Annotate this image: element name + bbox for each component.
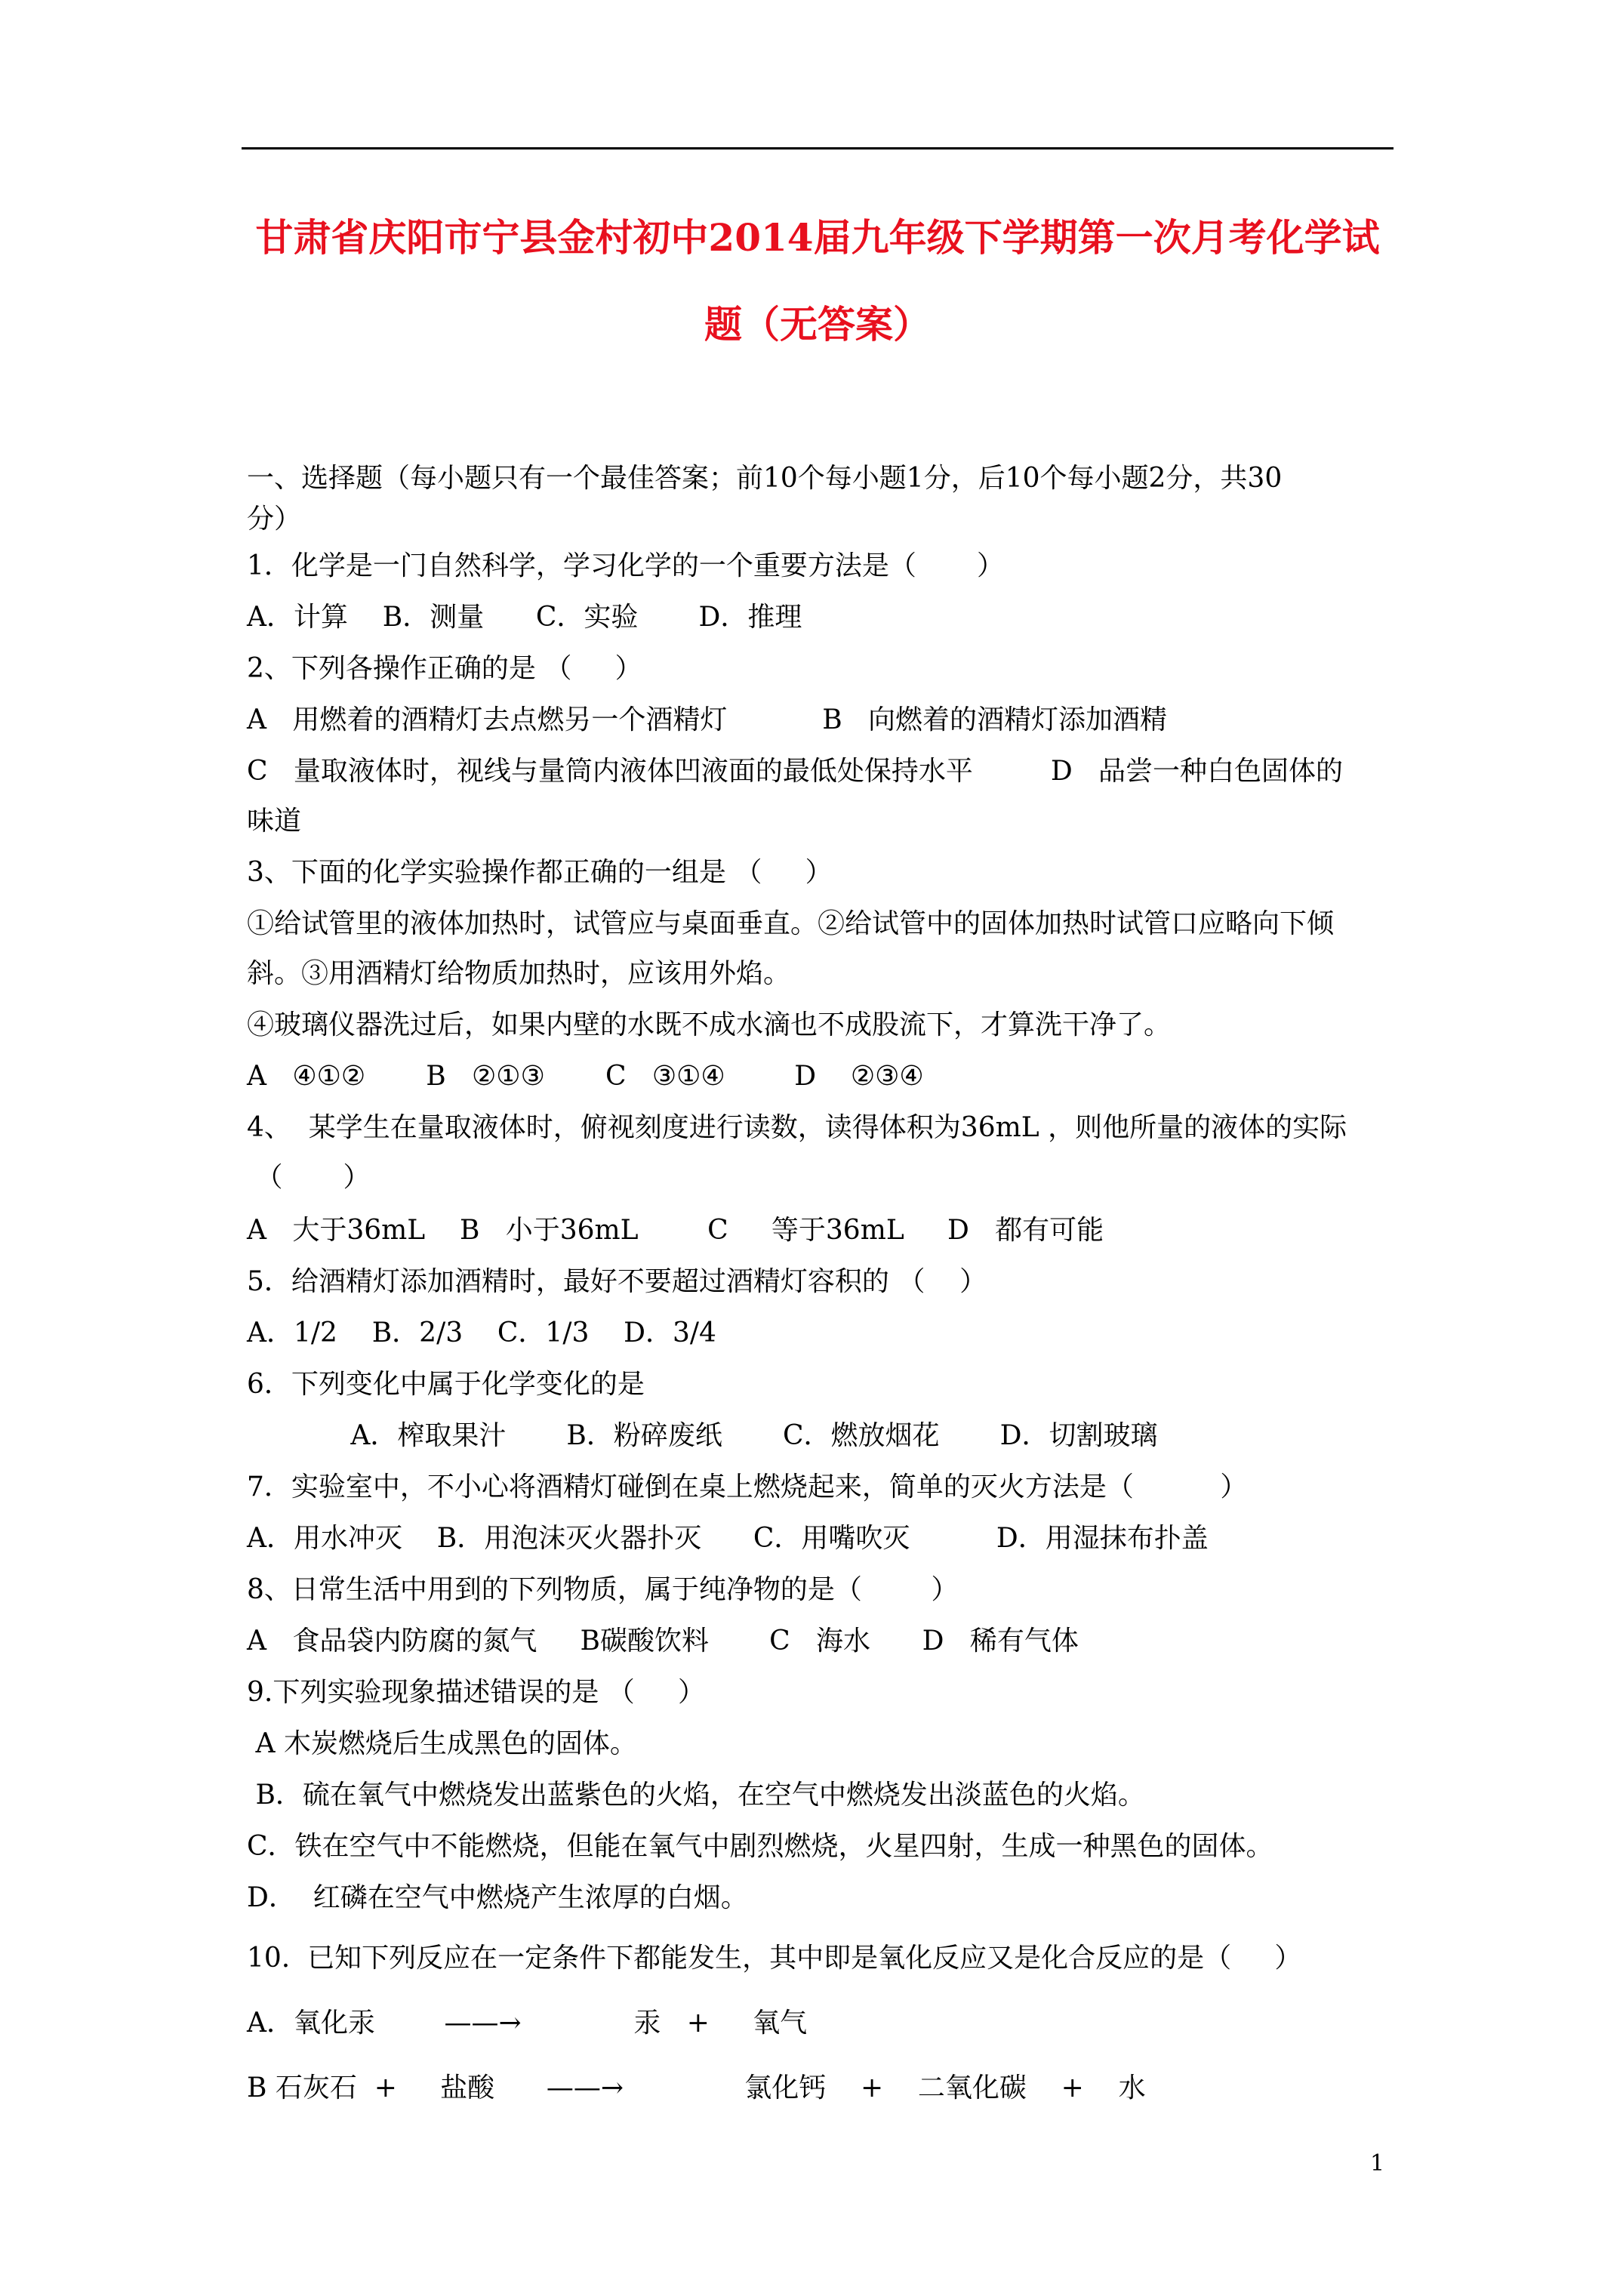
question-2-options-cd: C 量取液体时，视线与量筒内液体凹液面的最低处保持水平 D 品尝一种白色固体的 [247,756,1344,787]
question-9-option-d: D． 红磷在空气中燃烧产生浓厚的白烟。 [247,1882,748,1913]
document-title-line-1: 甘肃省庆阳市宁县金村初中2014届九年级下学期第一次月考化学试 [255,215,1380,260]
question-4-options: A 大于36mL B 小于36mL C 等于36mL D 都有可能 [247,1215,1104,1246]
question-9: 9.下列实验现象描述错误的是 （ ） [247,1677,706,1708]
question-8: 8、日常生活中用到的下列物质，属于纯净物的是（ ） [247,1574,959,1605]
page-number: 1 [1370,2150,1385,2177]
question-1: 1．化学是一门自然科学，学习化学的一个重要方法是（ ） [247,550,1005,581]
header-rule [242,147,1394,149]
section-heading: 一、选择题（每小题只有一个最佳答案；前10个每小题1分，后10个每小题2分，共30 [247,463,1283,494]
question-1-options: A．计算 B．测量 C．实验 D．推理 [247,602,802,633]
question-6-options: A．榨取果汁 B．粉碎废纸 C．燃放烟花 D．切割玻璃 [247,1420,1158,1451]
question-9-option-b: B．硫在氧气中燃烧发出蓝紫色的火焰，在空气中燃烧发出淡蓝色的火焰。 [247,1780,1145,1811]
document-title-line-2: 题（无答案） [704,302,931,347]
question-9-option-c: C．铁在空气中不能燃烧，但能在氧气中剧烈燃烧，火星四射，生成一种黑色的固体。 [247,1831,1273,1862]
question-7: 7．实验室中，不小心将酒精灯碰倒在桌上燃烧起来，简单的灭火方法是（ ） [247,1472,1248,1502]
question-2-options-cd-cont: 味道 [247,806,302,837]
question-10-option-b: B 石灰石 + 盐酸 ——→ 氯化钙 + 二氧化碳 + 水 [247,2073,1146,2103]
question-9-option-a: A 木炭燃烧后生成黑色的固体。 [247,1728,637,1759]
question-3-options: A ④①② B ②①③ C ③①④ D ②③④ [247,1061,924,1092]
question-6: 6．下列变化中属于化学变化的是 [247,1369,645,1400]
question-5: 5．给酒精灯添加酒精时，最好不要超过酒精灯容积的 （ ） [247,1266,987,1297]
question-3-statement-4: ④玻璃仪器洗过后，如果内壁的水既不成水滴也不成股流下，才算洗干净了。 [247,1009,1172,1040]
question-10-option-a: A．氧化汞 ——→ 汞 + 氧气 [247,2008,808,2039]
question-8-options: A 食品袋内防腐的氮气 B碳酸饮料 C 海水 D 稀有气体 [247,1626,1079,1657]
question-7-options: A．用水冲灭 B．用泡沫灭火器扑灭 C．用嘴吹灭 D．用湿抹布扑盖 [247,1523,1209,1554]
question-2: 2、下列各操作正确的是 （ ） [247,653,642,684]
question-2-options-ab: A 用燃着的酒精灯去点燃另一个酒精灯 B 向燃着的酒精灯添加酒精 [247,704,1167,735]
section-heading-cont: 分） [247,504,302,535]
question-4: 4、 某学生在量取液体时，俯视刻度进行读数，读得体积为36mL ，则他所量的液体的实际 [247,1112,1347,1143]
question-10: 10. 已知下列反应在一定条件下都能发生，其中即是氧化反应又是化合反应的是（ ） [247,1943,1302,1974]
question-3-statements-cont: 斜。③用酒精灯给物质加热时，应该用外焰。 [247,958,791,989]
question-4-blank: （ ） [247,1162,371,1193]
question-5-options: A．1/2 B．2/3 C．1/3 D．3/4 [247,1318,716,1348]
question-3-statements: ①给试管里的液体加热时，试管应与桌面垂直。②给试管中的固体加热时试管口应略向下倾 [247,908,1335,939]
question-3: 3、下面的化学实验操作都正确的一组是 （ ） [247,857,833,888]
